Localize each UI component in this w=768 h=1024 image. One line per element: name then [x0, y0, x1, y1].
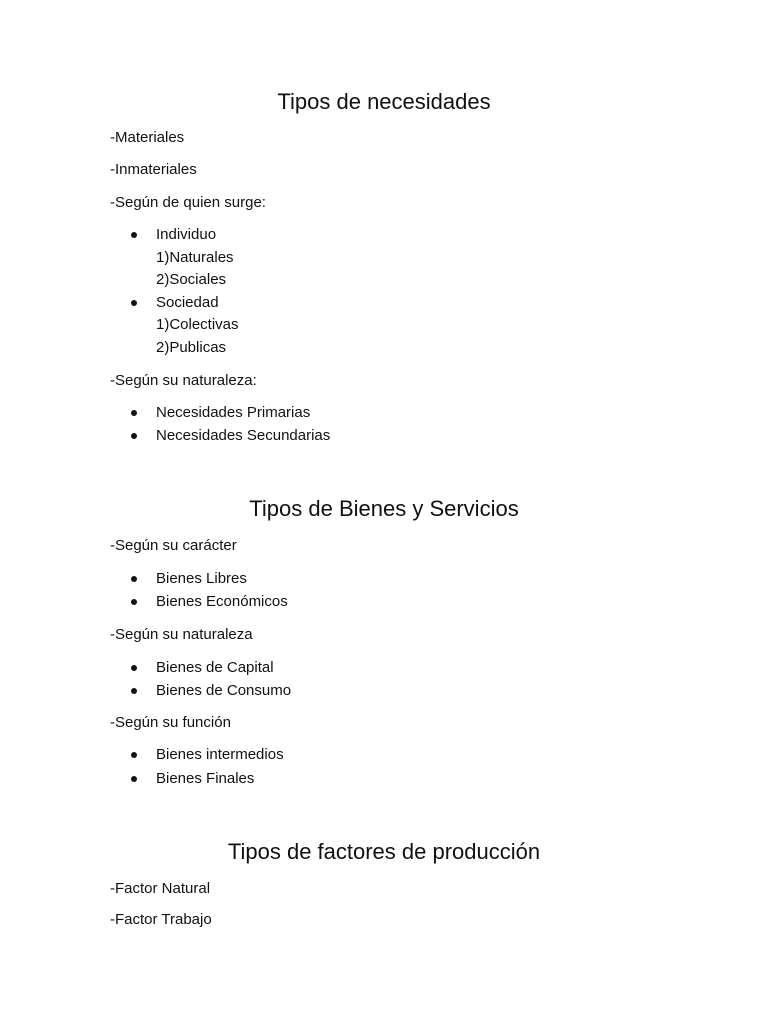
bullet-icon: [131, 665, 137, 671]
bullet-icon: [131, 688, 137, 694]
list-item-bienes-de-capital: Bienes de Capital: [156, 659, 274, 676]
line-segun-su-funcion: -Según su función: [110, 714, 231, 731]
line-segun-su-naturaleza-bienes: -Según su naturaleza: [110, 626, 253, 643]
line-inmateriales: -Inmateriales: [110, 161, 197, 178]
bullet-icon: [131, 599, 137, 605]
sub-item-publicas: 2)Publicas: [156, 339, 227, 356]
bullet-icon: [131, 433, 137, 439]
list-item-sociedad: Sociedad: [156, 294, 219, 311]
list-item-necesidades-secundarias: Necesidades Secundarias: [156, 427, 331, 444]
bullet-icon: [131, 410, 137, 416]
sub-item-colectivas: 1)Colectivas: [156, 316, 239, 333]
heading-tipos-de-bienes-y-servicios: Tipos de Bienes y Servicios: [249, 496, 519, 521]
sub-item-sociales: 2)Sociales: [156, 271, 227, 288]
line-segun-su-naturaleza: -Según su naturaleza:: [110, 372, 257, 389]
bullet-icon: [131, 752, 137, 758]
line-factor-natural: -Factor Natural: [110, 880, 211, 897]
list-item-necesidades-primarias: Necesidades Primarias: [156, 404, 311, 421]
sub-item-naturales: 1)Naturales: [156, 249, 234, 266]
heading-tipos-de-factores-de-produccion: Tipos de factores de producción: [227, 839, 541, 864]
list-item-bienes-finales: Bienes Finales: [156, 770, 255, 787]
bullet-icon: [131, 576, 137, 582]
list-item-bienes-de-consumo: Bienes de Consumo: [156, 682, 292, 699]
heading-tipos-de-necesidades: Tipos de necesidades: [277, 89, 491, 114]
bullet-icon: [131, 300, 137, 306]
line-factor-trabajo: -Factor Trabajo: [110, 911, 212, 928]
list-item-individuo: Individuo: [156, 226, 217, 243]
bullet-icon: [131, 232, 137, 238]
bullet-icon: [131, 776, 137, 782]
line-materiales: -Materiales: [110, 129, 185, 146]
line-segun-su-caracter: -Según su carácter: [110, 537, 237, 554]
list-item-bienes-economicos: Bienes Económicos: [156, 593, 288, 610]
list-item-bienes-libres: Bienes Libres: [156, 570, 247, 587]
line-segun-quien-surge: -Según de quien surge:: [110, 194, 266, 211]
list-item-bienes-intermedios: Bienes intermedios: [156, 746, 284, 763]
